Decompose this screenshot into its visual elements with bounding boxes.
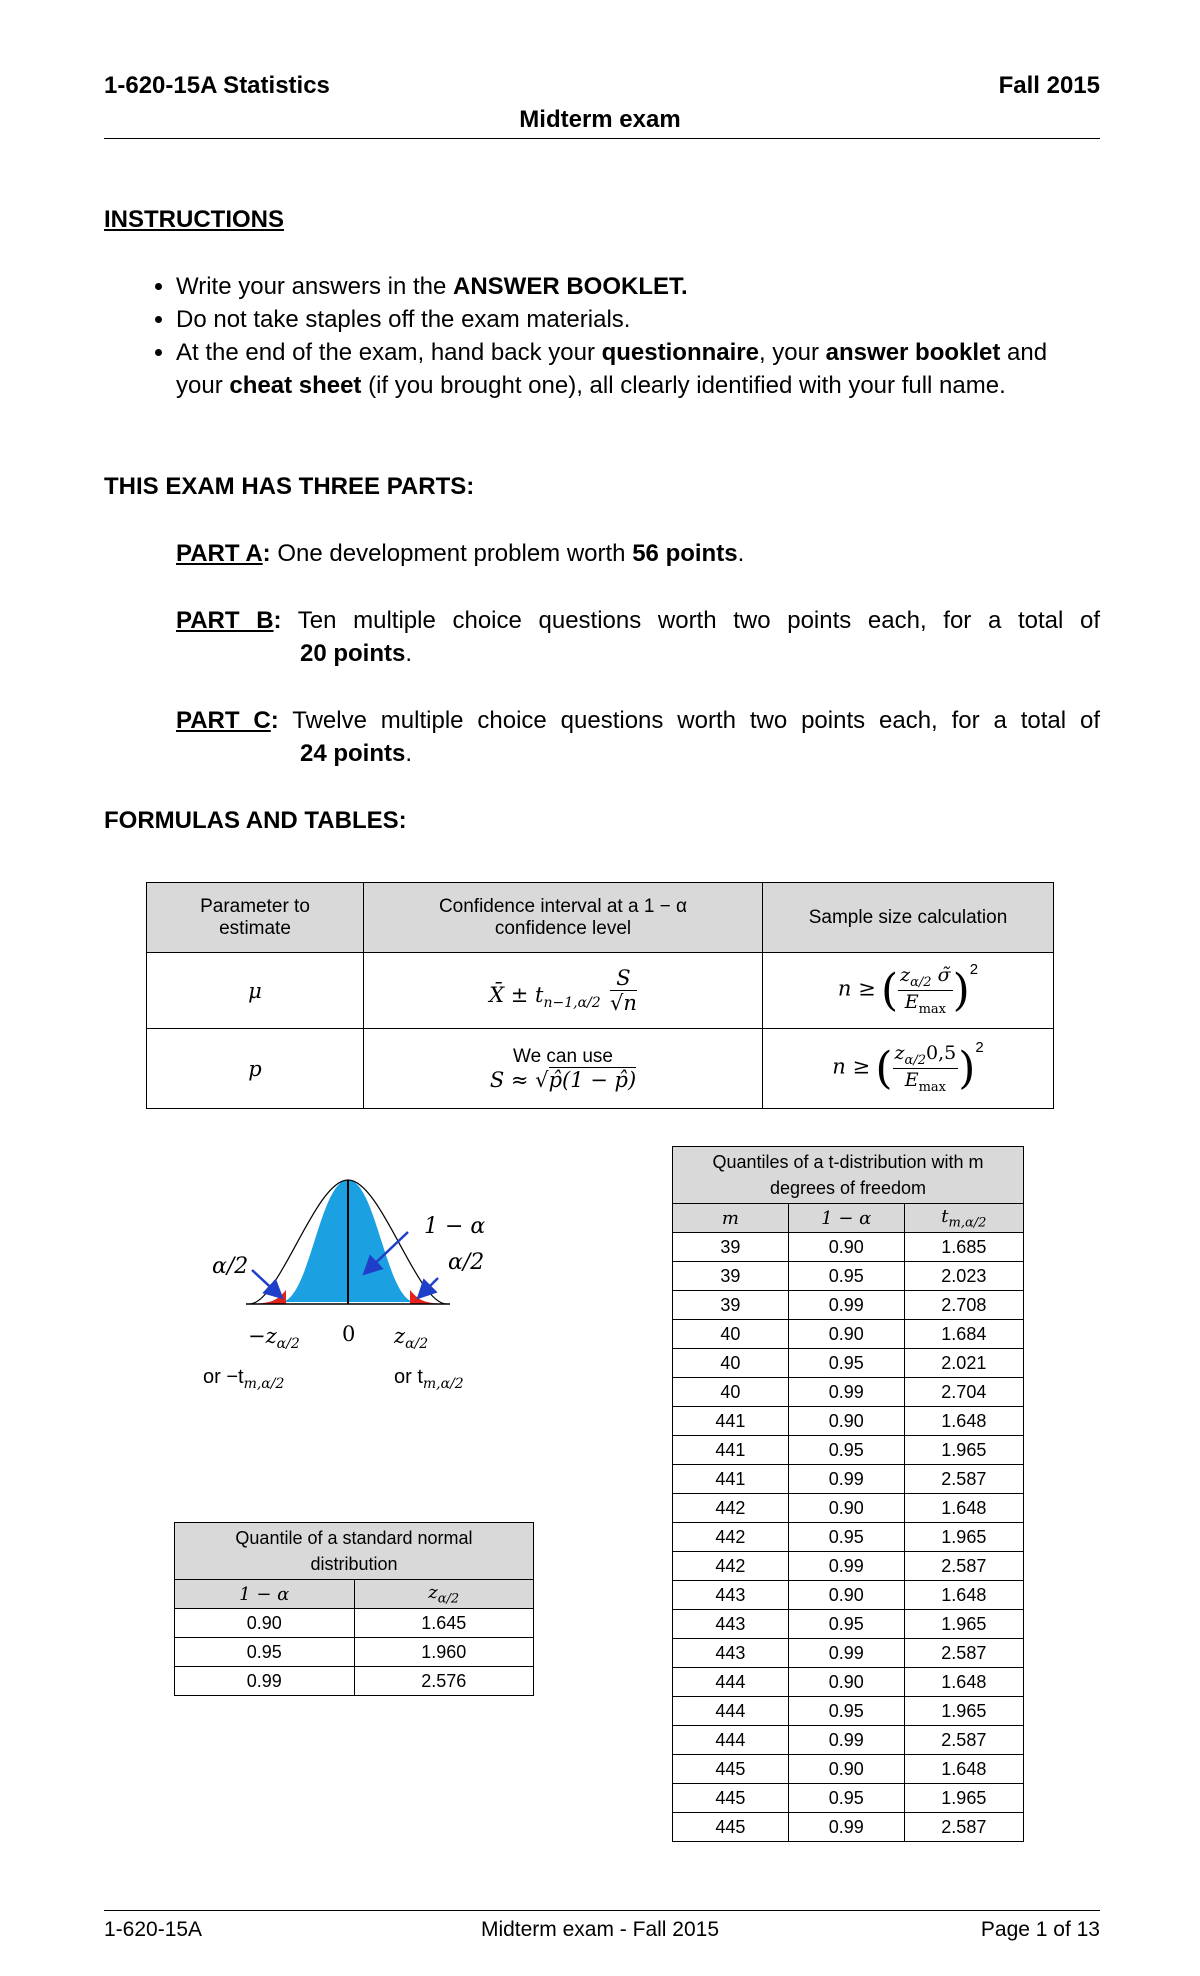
label-pos-z: $z_{\alpha/2}$	[394, 1324, 429, 1353]
table-row	[673, 1726, 1024, 1755]
table-title: Quantile of a standard normal distribution	[175, 1523, 534, 1580]
table-cell: 0.90	[788, 1233, 904, 1262]
table-row	[673, 1436, 1024, 1465]
table-cell: 445	[673, 1755, 789, 1784]
table-cell: 441	[673, 1436, 789, 1465]
table-row	[673, 1639, 1024, 1668]
table-cell: 0.90	[175, 1609, 355, 1638]
table-cell: 0.99	[788, 1291, 904, 1320]
table-cell: 2.587	[904, 1639, 1023, 1668]
table-cell: 441	[673, 1465, 789, 1494]
list-item: • Write your answers in the ANSWER BOOKLET.	[176, 270, 1100, 303]
table-cell: 444	[673, 1726, 789, 1755]
label-left-alpha: α/2	[212, 1254, 249, 1279]
parts-heading: THIS EXAM HAS THREE PARTS:	[104, 473, 475, 500]
param-p: p	[147, 1029, 364, 1109]
part-c-points: 24 points.	[300, 740, 413, 767]
ci-p-formula: We can use S ≈ √p̂(1 − p̂)	[364, 1029, 763, 1109]
table-cell: 2.587	[904, 1465, 1023, 1494]
col-header-parameter: Parameter to estimate	[147, 883, 364, 953]
table-cell: 40	[673, 1378, 789, 1407]
table-row	[673, 1668, 1024, 1697]
footer-rule	[104, 1910, 1100, 1911]
table-cell: 444	[673, 1668, 789, 1697]
table-cell: 1.648	[904, 1668, 1023, 1697]
table-cell: 1.965	[904, 1697, 1023, 1726]
table-cell: 1.648	[904, 1407, 1023, 1436]
table-row	[673, 1552, 1024, 1581]
table-title: Quantiles of a t-distribution with m degrees of freedom	[673, 1147, 1024, 1204]
arrow-right	[420, 1278, 438, 1296]
label-one-minus-alpha: 1 − α	[424, 1214, 486, 1239]
table-row	[673, 1784, 1024, 1813]
table-row	[175, 1667, 534, 1696]
table-row	[673, 1233, 1024, 1262]
ss-p-formula: n ≥ ( $z_{\alpha/2}0,5$ $E_{max}$ )$^2$	[763, 1029, 1054, 1109]
col-header: $z_{\alpha/2}$	[354, 1580, 534, 1609]
table-cell: 0.95	[788, 1262, 904, 1291]
table-cell: 2.587	[904, 1813, 1023, 1842]
table-row	[673, 1494, 1024, 1523]
table-cell: 2.023	[904, 1262, 1023, 1291]
instructions-heading: INSTRUCTIONS	[104, 206, 284, 233]
course-code: 1-620-15A Statistics	[104, 72, 330, 99]
table-cell: 0.90	[788, 1581, 904, 1610]
table-cell: 0.95	[175, 1638, 355, 1667]
table-cell: 40	[673, 1320, 789, 1349]
label-neg-z: $-z_{\alpha/2}$	[248, 1324, 300, 1353]
part-b: PART B: Ten multiple choice questions worth two points each, for a total of	[176, 607, 1100, 634]
table-row	[673, 1523, 1024, 1552]
footer-center: Midterm exam - Fall 2015	[480, 1918, 720, 1941]
table-cell: 2.021	[904, 1349, 1023, 1378]
table-row	[175, 1609, 534, 1638]
table-cell: 0.99	[788, 1378, 904, 1407]
col-header: $t_{m,\alpha/2}$	[904, 1204, 1023, 1233]
table-cell: 0.99	[788, 1465, 904, 1494]
list-item: • Do not take staples off the exam materials.	[176, 303, 1100, 336]
table-cell: 39	[673, 1291, 789, 1320]
table-cell: 39	[673, 1262, 789, 1291]
table-cell: 0.95	[788, 1697, 904, 1726]
table-cell: 0.90	[788, 1755, 904, 1784]
label-neg-t: or $-t_{m,\alpha/2}$	[203, 1366, 285, 1392]
table-cell: 39	[673, 1233, 789, 1262]
table-row	[673, 1262, 1024, 1291]
table-row	[673, 1465, 1024, 1494]
part-c: PART C: Twelve multiple choice questions worth two points each, for a total of	[176, 707, 1100, 734]
page-title: Midterm exam	[519, 106, 681, 133]
table-cell: 2.587	[904, 1726, 1023, 1755]
table-cell: 2.587	[904, 1552, 1023, 1581]
formula-table	[146, 882, 1054, 1109]
table-cell: 441	[673, 1407, 789, 1436]
label-right-alpha: α/2	[448, 1250, 485, 1275]
table-row	[673, 1320, 1024, 1349]
table-cell: 0.99	[788, 1639, 904, 1668]
table-row	[673, 1813, 1024, 1842]
table-cell: 442	[673, 1552, 789, 1581]
table-cell: 1.648	[904, 1581, 1023, 1610]
table-cell: 2.576	[354, 1667, 534, 1696]
table-cell: 0.99	[175, 1667, 355, 1696]
table-cell: 0.95	[788, 1436, 904, 1465]
term-label: Fall 2015	[998, 72, 1100, 99]
normal-quantile-table	[174, 1522, 534, 1696]
table-row	[673, 1407, 1024, 1436]
table-cell: 445	[673, 1784, 789, 1813]
table-cell: 0.99	[788, 1552, 904, 1581]
table-row	[673, 1697, 1024, 1726]
table-cell: 0.95	[788, 1523, 904, 1552]
ss-mu-formula: n ≥ ( $z_{\alpha/2}$ σ̃ $E_{max}$ )$^2$	[763, 953, 1054, 1029]
col-header-ci: Confidence interval at a 1 − α confidence level	[364, 883, 763, 953]
table-row	[673, 1581, 1024, 1610]
ci-mu-formula: X̄ ± $t_{n-1,\alpha/2}$ $\frac{S}{√n}$	[364, 953, 763, 1029]
table-row	[175, 1638, 534, 1667]
table-cell: 444	[673, 1697, 789, 1726]
table-cell: 1.648	[904, 1755, 1023, 1784]
table-cell: 442	[673, 1494, 789, 1523]
table-cell: 0.99	[788, 1813, 904, 1842]
footer-page-number: Page 1 of 13	[980, 1918, 1100, 1941]
table-cell: 1.965	[904, 1436, 1023, 1465]
table-cell: 2.708	[904, 1291, 1023, 1320]
table-row	[673, 1610, 1024, 1639]
table-cell: 1.648	[904, 1494, 1023, 1523]
formulas-heading: FORMULAS AND TABLES:	[104, 807, 407, 834]
table-cell: 1.965	[904, 1523, 1023, 1552]
arrow-left	[252, 1270, 280, 1296]
label-zero: 0	[342, 1322, 356, 1346]
col-header: m	[673, 1204, 789, 1233]
table-cell: 445	[673, 1813, 789, 1842]
table-row	[673, 1378, 1024, 1407]
table-cell: 0.90	[788, 1494, 904, 1523]
instructions-list	[104, 270, 1100, 402]
table-cell: 1.685	[904, 1233, 1023, 1262]
table-cell: 0.90	[788, 1320, 904, 1349]
normal-curve-figure	[240, 1170, 470, 1310]
table-cell: 0.95	[788, 1784, 904, 1813]
table-row	[673, 1349, 1024, 1378]
part-a: PART A: One development problem worth 56 points.	[176, 540, 745, 567]
part-b-points: 20 points.	[300, 640, 413, 667]
table-cell: 443	[673, 1581, 789, 1610]
table-row	[673, 1291, 1024, 1320]
col-header: 1 − α	[788, 1204, 904, 1233]
t-quantile-table	[672, 1146, 1024, 1842]
list-item: • At the end of the exam, hand back your questionnaire, your answer booklet and your cheat sheet (if you brought one), all clearly identified with your full name.	[176, 336, 1100, 402]
table-cell: 0.90	[788, 1407, 904, 1436]
table-row	[673, 1755, 1024, 1784]
param-mu: μ	[147, 953, 364, 1029]
table-cell: 1.960	[354, 1638, 534, 1667]
table-cell: 443	[673, 1639, 789, 1668]
table-cell: 0.95	[788, 1610, 904, 1639]
table-cell: 1.965	[904, 1784, 1023, 1813]
table-cell: 0.95	[788, 1349, 904, 1378]
table-cell: 1.965	[904, 1610, 1023, 1639]
table-cell: 40	[673, 1349, 789, 1378]
col-header: 1 − α	[175, 1580, 355, 1609]
header-rule	[104, 138, 1100, 139]
col-header-sample-size: Sample size calculation	[763, 883, 1054, 953]
label-pos-t: or $t_{m,\alpha/2}$	[394, 1366, 464, 1392]
table-cell: 0.90	[788, 1668, 904, 1697]
table-cell: 443	[673, 1610, 789, 1639]
table-cell: 1.684	[904, 1320, 1023, 1349]
table-cell: 2.704	[904, 1378, 1023, 1407]
table-cell: 1.645	[354, 1609, 534, 1638]
table-cell: 442	[673, 1523, 789, 1552]
table-cell: 0.99	[788, 1726, 904, 1755]
footer-left: 1-620-15A	[104, 1918, 203, 1941]
